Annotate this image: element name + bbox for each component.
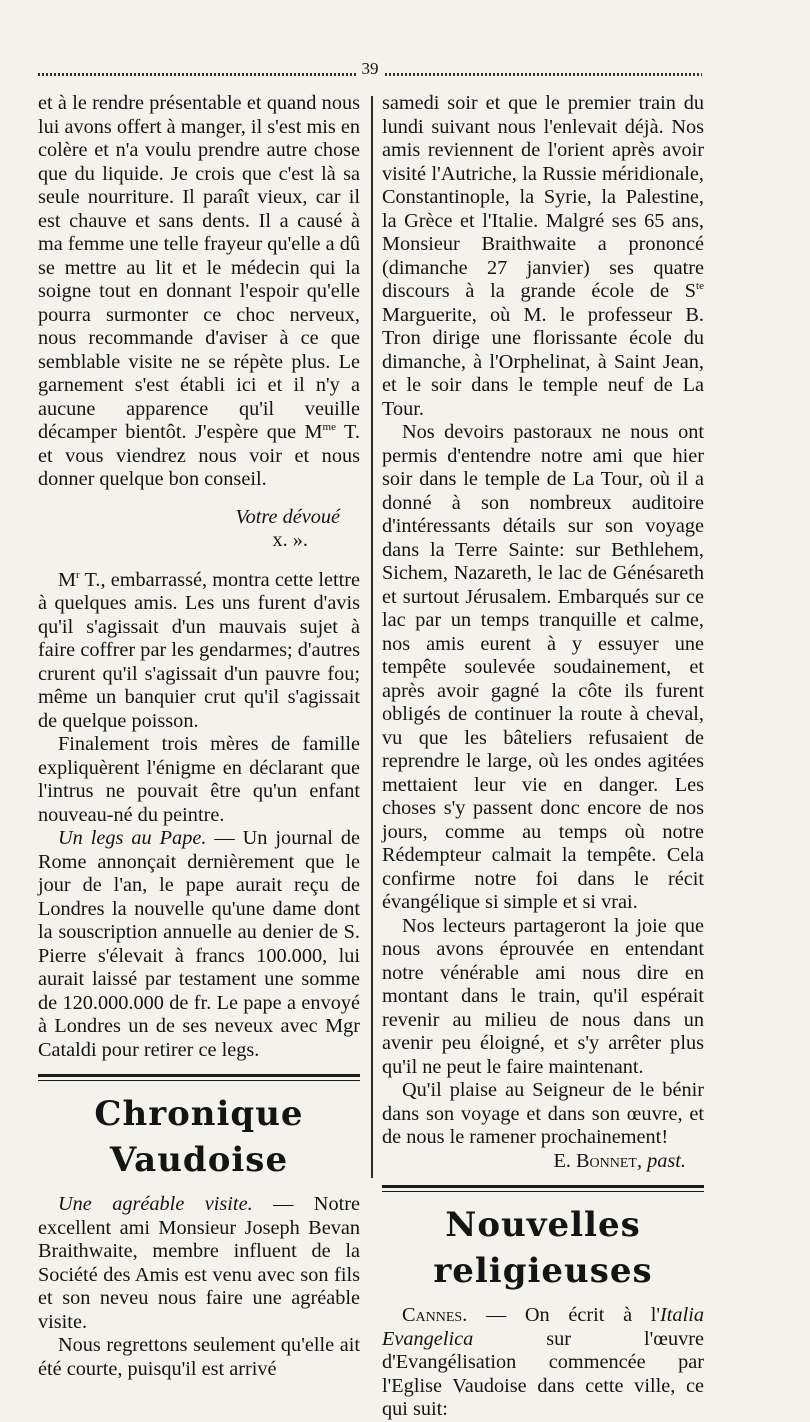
letter-text: et à le rendre présentable et quand nous lui avons offert à manger, il s'est mis en colère et n'a voulu prendre autre chose que du liquide. Je crois que c'est là sa seule nourriture. Il paraît vieux, car il est chauve et sans dents. Il a causé à ma femme une telle frayeur qu'elle a dû se mettre au lit et le médecin qui la soigne tout en donnant l'espoir qu'elle pourra surmonter ce choc nerveux, nous recommande d'aviser à ce que semblable visite ne se répète plus. Le garnement s'est établi ici et il n'y a aucune apparence qu'il veuille décamper bientôt. J'espère que M: [38, 92, 360, 443]
paragraph-devoirs: Nos devoirs pastoraux ne nous ont permis d'entendre notre ami que hier soir dans le temple de La Tour, où il a donné à son nombreux auditoire d'intéressants détails sur son voyage dans la Terre Sainte: sur Bethlehem, Sichem, Nazareth, le lac de Génésareth et surtout Jérusalem. Embarqués sur ce lac par un temps tranquille et calme, nos amis eurent à y essuyer une tempête soulevée soudainement, et après avoir gagné la côte ils furent obligés de continuer la route à cheval, vu que les bâteliers refusaient de reprendre le large, où les ondes agitées mettaient leur vie en danger. Les choses s'y passent donc encore de nos jours, comme au temps où notre Rédempteur calmait la tempête. Cela confirme notre foi dans le récit évangélique si simple et si vrai.: [382, 421, 704, 913]
right-column: [382, 92, 704, 1422]
paragraph-lecteurs: Nos lecteurs partageront la joie que nous avons éprouvée en entendant notre vénérable ami nous dire en montant dans le train, qu'il espérait revenir au milieu de nous dans un avenir peu éloigné, et s'y arrêter plus qu'il ne peut le faire maintenant.: [382, 914, 704, 1078]
page-number: 39: [361, 59, 379, 78]
ste-superscript: te: [696, 280, 704, 293]
braithwaite-text-end: Marguerite, où M. le professeur B. Tron dirige une florissante école du dimanche, à l'Orphelinat, à Saint Jean, et le soir dans le temple neuf de La Tour.: [382, 303, 704, 420]
letter-signature: x. ».: [272, 529, 308, 551]
paragraph-monsieur-t: $M^r$ T., embarrassé, montra cette lettre à quelques amis. Les uns furent d'avis qu'il s'agissait d'un mauvais sujet à faire coffrer par les gendarmes; d'autres crurent qu'il s'agissait d'un pauvre fou; même un banquier crut qu'il s'agissait de quelque poisson.: [38, 568, 360, 732]
m-superscript: r: [76, 568, 80, 581]
signature-role: past.: [647, 1149, 686, 1172]
paragraph-visite: [38, 1193, 360, 1334]
signature-name: E. Bonnet: [553, 1149, 637, 1172]
letter-paragraph: [38, 92, 360, 492]
paragraph-regrets: Nous regrettons seulement qu'elle ait été courte, puisqu'il est arrivé: [38, 1334, 360, 1380]
paragraph-monsieur-t-text: T., embarrassé, montra cette lettre à quelques amis. Les uns furent d'avis qu'il s'agissait d'un mauvais sujet à faire coffrer par les gendarmes; d'autres crurent qu'il s'agissait d'un pauvre fou; même un banquier crut qu'il s'agissait de quelque poisson.: [38, 568, 360, 732]
paragraph-legs: [38, 827, 360, 1062]
visite-title: Une agréable visite.: [58, 1193, 253, 1215]
paragraph-cannes: [382, 1304, 704, 1422]
paragraph-seigneur: Qu'il plaise au Seigneur de le bénir dans son voyage et dans son œuvre, et de nous le ramener prochainement!: [382, 1079, 704, 1148]
cannes-text: — On écrit à l': [467, 1304, 661, 1326]
braithwaite-text: samedi soir et que le premier train du lundi suivant nous l'enlevait déjà. Nos amis reviennent de l'orient après avoir visité l'Autriche, la Russie méridionale, Constantinople, la Syrie, la Palestine, la Grèce et l'Italie. Malgré ses 65 ans, Monsieur Braithwaite a prononcé (dimanche 27 janvier) ses quatre discours à la grande école de S: [382, 92, 704, 302]
cannes-text-end: sur l'œuvre d'Evangélisation commencée par l'Eglise Vaudoise dans cette ville, ce qui suit:: [382, 1327, 704, 1420]
section-title-chronique: Chronique Vaudoise: [94, 1094, 304, 1180]
letter-text-end: T. et vous viendrez nous voir et nous donner quelque bon conseil.: [38, 421, 360, 490]
legs-title: Un legs au Pape.: [58, 827, 207, 849]
letter-superscript: me: [322, 421, 336, 434]
column-divider: [371, 96, 373, 1178]
section-title-nouvelles: Nouvelles religieuses: [433, 1205, 653, 1291]
paragraph-finalement: Finalement trois mères de famille expliquèrent l'énigme en déclarant que l'intrus ne pouvait être qu'un enfant nouveau-né du peintre.: [38, 733, 360, 826]
header-ornament-left: [38, 73, 356, 76]
journal-name: Italia Evangelica: [382, 1304, 704, 1350]
visite-text: — Notre excellent ami Monsieur Joseph Bevan Braithwaite, membre influent de la Société des Amis est venu avec son fils et son neveu nous faire une agréable visite.: [38, 1193, 360, 1333]
left-column: [38, 92, 360, 1381]
article-signature: E. Bonnet, past.: [553, 1149, 686, 1172]
section-rule: [382, 1185, 704, 1192]
page-header: [38, 58, 702, 80]
paragraph-braithwaite: [382, 92, 704, 421]
cannes-place: Cannes.: [402, 1304, 468, 1326]
header-ornament-right: [385, 73, 703, 76]
legs-text: — Un journal de Rome annonçait dernièrement que le jour de l'an, le pape aurait reçu de Londres la nouvelle qu'une dame dont la souscription annuelle au denier de S. Pierre s'élevait à francs 100.000, lui aurait laissé par testament une somme de 120.000.000 de fr. Le pape a envoyé à Londres un de ses neveux avec Mgr Cataldi pour retirer ce legs.: [38, 827, 360, 1061]
letter-closing: Votre dévoué: [235, 505, 340, 528]
section-rule: [38, 1074, 360, 1081]
